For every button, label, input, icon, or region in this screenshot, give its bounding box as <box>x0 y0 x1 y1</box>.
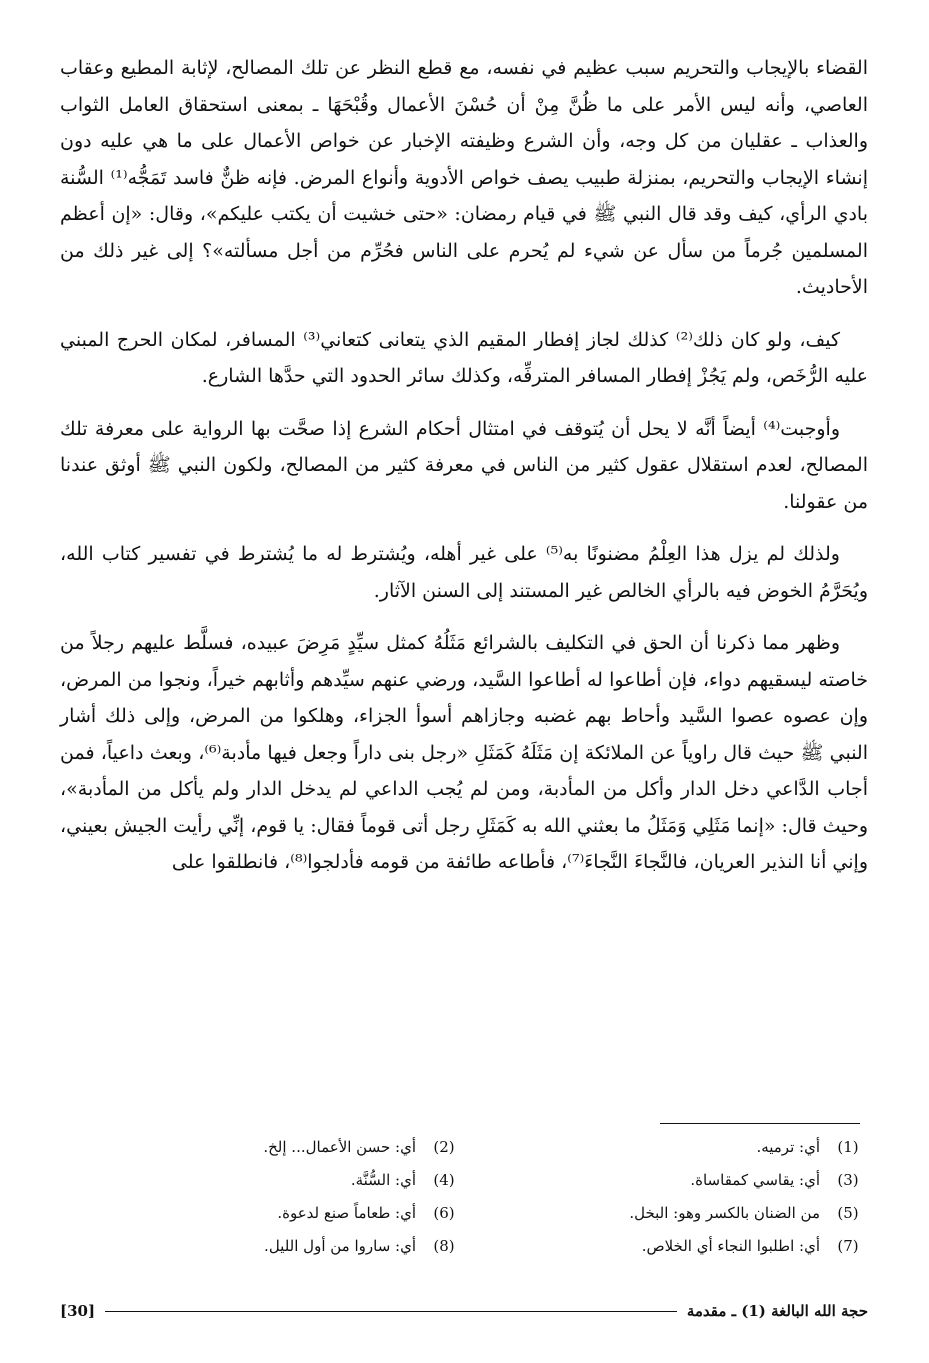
footnote <box>464 1234 868 1258</box>
paragraph: كيف، ولو كان ذلك⁽²⁾ كذلك لجاز إفطار المقيم الذي يتعانى كتعاني⁽³⁾ المسافر، لمكان الحرج المبني عليه الرُّخَص، ولم يَجُزْ إفطار المسافر المترفِّه، وكذلك سائر الحدود التي حدَّها الشارع. <box>60 328 868 387</box>
footnote <box>60 1234 464 1258</box>
footnote <box>464 1135 868 1159</box>
footnote <box>60 1201 464 1225</box>
footnote-divider <box>660 1123 860 1124</box>
paragraph: وظهر مما ذكرنا أن الحق في التكليف بالشرائع مَثَلُهُ كمثل سيِّدٍ مَرِضَ عبيده، فسلَّط عليهم رجلاً من خاصته ليسقيهم دواء، فإن أطاعوا له أطاعوا السَّيد، ورضي عنهم سيِّدهم وأثابهم خيراً، ونجوا من المرض، وإن عصوه عصوا السَّيد وأحاط بهم غضبه وجازاهم أسوأ الجزاء، وهلكوا من المرض، وإلى ذلك أشار النبي ﷺ حيث قال راوياً عن الملائكة إن مَثَلَهُ كَمَثَلِ «رجل بنى داراً وجعل فيها مأدبة⁽⁶⁾، وبعث داعياً، فمن أجاب الدَّاعي دخل الدار وأكل من المأدبة، ومن لم يُجب الداعي لم يدخل الدار ولم يأكل من المأدبة»، وحيث قال: «إنما مَثَلِي وَمَثَلُ ما بعثني الله به كَمَثَلِ رجل أتى قوماً فقال: يا قوم، إنِّي رأيت الجيش بعيني، وإني أنا النذير العريان، فالنَّجاءَ النَّجاءَ⁽⁷⁾، فأطاعه طائفة من قومه فأدلجوا⁽⁸⁾، فانطلقوا على <box>60 632 868 873</box>
footnotes <box>60 1135 868 1258</box>
footnote-text: أي: ترميه. <box>756 1138 820 1156</box>
footnote <box>60 1135 464 1159</box>
footnote-text: أي: طعاماً صنع لدعوة. <box>277 1204 416 1222</box>
footnote-number: (6) <box>433 1204 455 1222</box>
footnote-number: (7) <box>837 1237 859 1255</box>
paragraph: ولذلك لم يزل هذا العِلْمُ مضنونًا به⁽⁵⁾ على غير أهله، ويُشترط له ما يُشترط في تفسير كتاب الله، ويُحَرَّمُ الخوض فيه بالرأي الخالص غير المستند إلى السنن الآثار. <box>60 543 868 602</box>
paragraph: القضاء بالإيجاب والتحريم سبب عظيم في نفسه، مع قطع النظر عن تلك المصالح، لإثابة المطيع وعقاب العاصي، وأنه ليس الأمر على ما ظُنَّ مِنْ أن حُسْنَ الأعمال وقُبْحَهَا ـ بمعنى استحقاق العامل الثواب والعذاب ـ عقليان من كل وجه، وأن الشرع وظيفته الإخبار عن خواص الأعمال على ما هي عليه دون إنشاء الإيجاب والتحريم، بمنزلة طبيب يصف خواص الأدوية وأنواع المرض. فإنه ظنٌّ فاسد تَمَجُّه⁽¹⁾ السُّنة بادي الرأي، كيف وقد قال النبي ﷺ في قيام رمضان: «حتى خشيت أن يكتب عليكم»، وقال: «إن أعظم المسلمين جُرماً من سأل عن شيء لم يُحرم على الناس فحُرِّم من أجل مسألته»؟ إلى غير ذلك من الأحاديث. <box>60 57 868 298</box>
footnote-number: (3) <box>837 1171 859 1189</box>
footnote-text: أي: اطلبوا النجاء أي الخلاص. <box>641 1237 820 1255</box>
footnote-number: (5) <box>837 1204 859 1222</box>
footnote-text: أي: السُّنَّة. <box>350 1171 416 1189</box>
page-footer <box>60 1298 868 1324</box>
running-title: حجة الله البالغة (1) ـ مقدمة <box>686 1302 868 1320</box>
book-page <box>60 50 868 1340</box>
main-text <box>60 50 868 897</box>
footer-rule <box>105 1311 677 1312</box>
page-number: [30] <box>60 1302 96 1320</box>
footnote-text: أي: يقاسي كمقاساة. <box>690 1171 820 1189</box>
footnote-number: (8) <box>433 1237 455 1255</box>
footnote <box>60 1168 464 1192</box>
footnote-number: (2) <box>433 1138 455 1156</box>
footnote <box>464 1201 868 1225</box>
paragraph: وأوجبت⁽⁴⁾ أيضاً أنَّه لا يحل أن يُتوقف في امتثال أحكام الشرع إذا صحَّت بها الرواية على معرفة تلك المصالح، لعدم استقلال عقول كثير من الناس في معرفة كثير من المصالح، ولكون النبي ﷺ أوثق عندنا من عقولنا. <box>60 417 868 513</box>
footnote-text: من الضنان بالكسر وهو: البخل. <box>629 1204 820 1222</box>
footnote-number: (1) <box>837 1138 859 1156</box>
footnote <box>464 1168 868 1192</box>
footnote-text: أي: ساروا من أول الليل. <box>264 1237 416 1255</box>
footnote-text: أي: حسن الأعمال... إلخ. <box>263 1138 416 1156</box>
footnote-number: (4) <box>433 1171 455 1189</box>
